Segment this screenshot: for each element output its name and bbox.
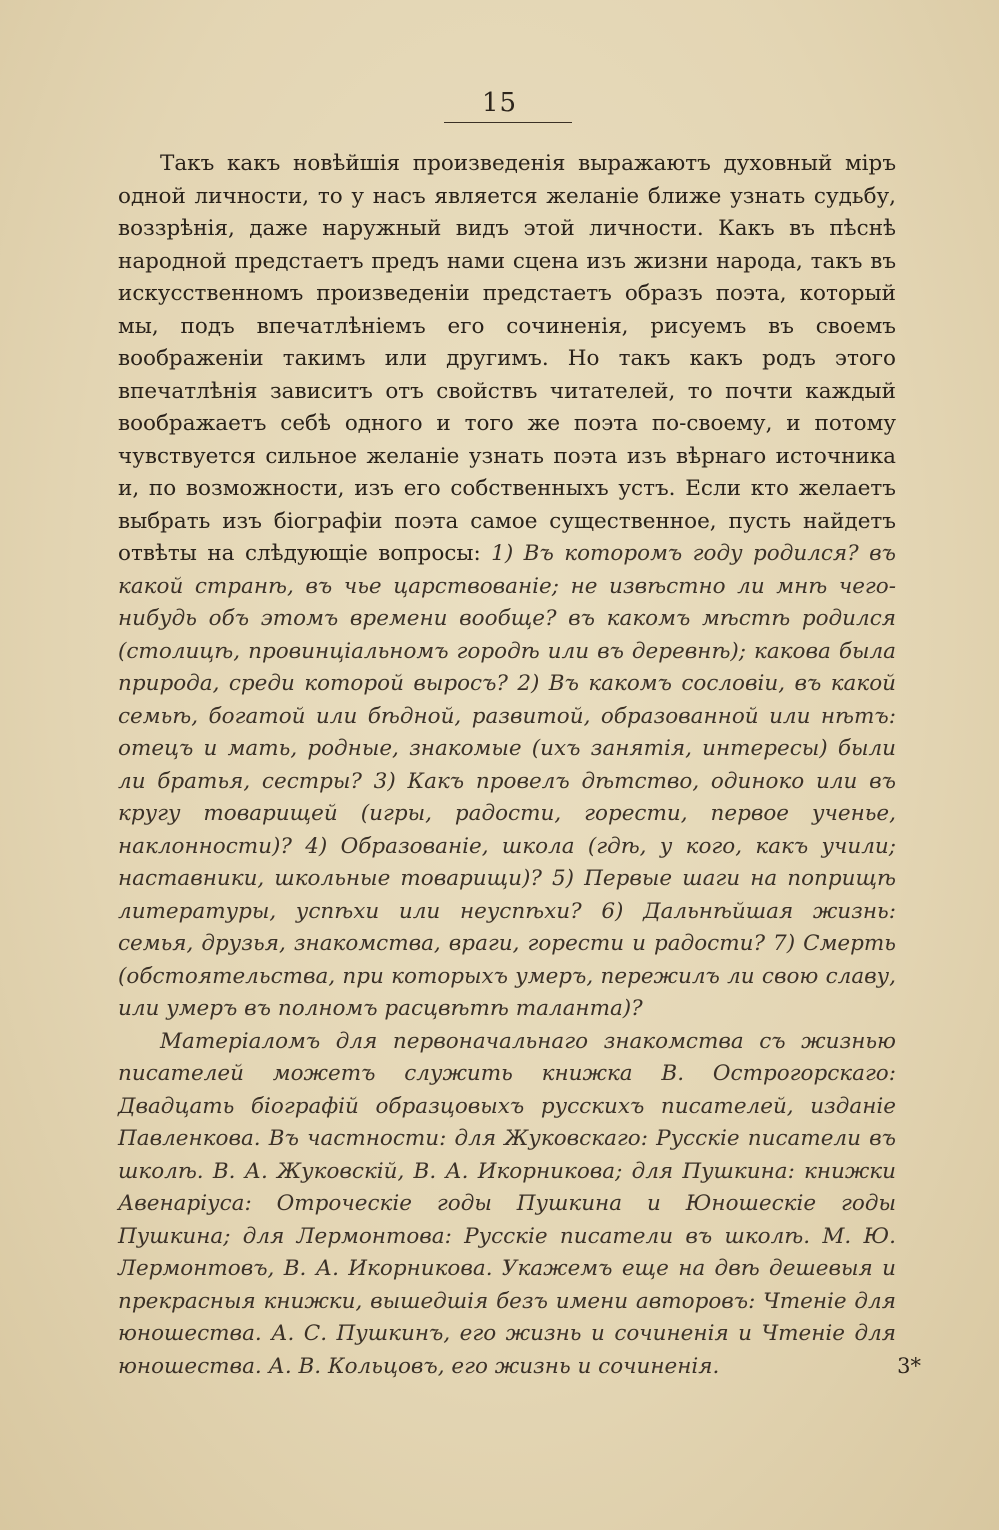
signature-mark: 3* — [897, 1354, 921, 1378]
paragraph-1 — [118, 148, 896, 1026]
paragraph-1-questions: 1) Въ которомъ году родился? въ какой странѣ, въ чье царствованіе; не извѣстно ли мнѣ чего-нибудь объ этомъ времени вообще? въ какомъ мѣстѣ родился (столицѣ, провинціальномъ городѣ или въ деревнѣ); какова была природа, среди которой выросъ? 2) Въ какомъ сословіи, въ какой семьѣ, богатой или бѣдной, развитой, образованной или нѣтъ: отецъ и мать, родные, знакомые (ихъ занятія, интересы) были ли братья, сестры? 3) Какъ провелъ дѣтство, одиноко или въ кругу товарищей (игры, радости, горести, первое ученье, наклонности)? 4) Образованіе, школа (гдѣ, у кого, какъ учили; наставники, школьные товарищи)? 5) Первые шаги на поприщѣ литературы, успѣхи или неуспѣхи? 6) Дальнѣйшая жизнь: семья, друзья, знакомства, враги, горести и радости? 7) Смерть (обстоятельства, при которыхъ умеръ, пережилъ ли свою славу, или умеръ въ полномъ расцвѣтѣ таланта)? — [118, 541, 896, 1021]
body-text — [118, 148, 896, 1383]
header-rule — [444, 122, 572, 123]
paragraph-2: Матеріаломъ для первоначальнаго знакомства съ жизнью писателей можетъ служить книжка В. Острогорскаго: Двадцать біографій образцовыхъ русскихъ писателей, изданіе Павленкова. Въ частности: для Жуковскаго: Русскіе писатели въ школѣ. В. А. Жуковскій, В. А. Икорникова; для Пушкина: книжки Авенаріуса: Отроческіе годы Пушкина и Юношескіе годы Пушкина; для Лермонтова: Русскіе писатели въ школѣ. М. Ю. Лермонтовъ, В. А. Икорникова. Укажемъ еще на двѣ дешевыя и прекрасныя книжки, вышедшія безъ имени авторовъ: Чтеніе для юношества. А. С. Пушкинъ, его жизнь и сочиненія и Чтеніе для юношества. А. В. Кольцовъ, его жизнь и сочиненія. — [118, 1028, 896, 1379]
paragraph-1-roman: Такъ какъ новѣйшія произведенія выражаютъ духовный міръ одной личности, то у насъ является желаніе ближе узнать судьбу, воззрѣнія, даже наружный видъ этой личности. Какъ въ пѣснѣ народной предстаетъ предъ нами сцена изъ жизни народа, такъ въ искусственномъ произведеніи предстаетъ образъ поэта, который мы, подъ впечатлѣніемъ его сочиненія, рисуемъ въ своемъ воображеніи такимъ или другимъ. Но такъ какъ родъ этого впечатлѣнія зависитъ отъ свойствъ читателей, то почти каждый воображаетъ себѣ одного и того же поэта по-своему, и потому чувствуется сильное желаніе узнать поэта изъ вѣрнаго источника и, по возможности, изъ его собственныхъ устъ. Если кто желаетъ выбрать изъ біографіи поэта самое существенное, пусть найдетъ отвѣты на слѣдующіе вопросы: — [118, 151, 896, 566]
page-number: 15 — [481, 88, 518, 118]
